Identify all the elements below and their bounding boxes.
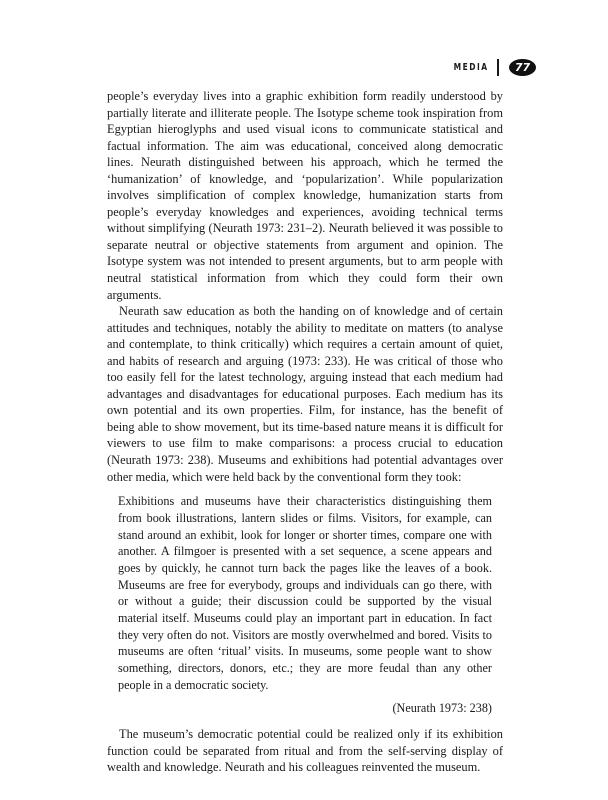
page-header bbox=[442, 57, 536, 77]
block-quote bbox=[118, 493, 492, 693]
paragraph-continued: people’s everyday lives into a graphic exhibition form readily understood by partially literate and illiterate people. The Isotype scheme took inspiration from Egyptian hieroglyphs and used visual icons to communicate statistical and factual information. The aim was educational, conceived along democratic lines. Neurath distinguished between his approach, which he termed the ‘humanization’ of knowledge, and ‘popularization’. While popularization involves simplification of complex knowledge, humanization starts from people’s everyday knowledges and experiences, avoiding technical terms without simplifying (Neurath 1973: 231–2). Neurath believed it was possible to separate neutral or objective statements from argument and opinion. The Isotype system was not intended to present arguments, but to arm people with neutral statistical information from which they could form their own arguments. bbox=[107, 89, 503, 302]
paragraph-museum: The museum’s democratic potential could be realized only if its exhibition function could be separated from ritual and from the self-serving display of wealth and knowledge. Neurath and his colleagues reinvented the museum. bbox=[107, 727, 503, 775]
header-divider bbox=[497, 59, 499, 76]
body-text bbox=[107, 88, 503, 776]
quote-citation: (Neurath 1973: 238) bbox=[392, 700, 492, 715]
quote-text: Exhibitions and museums have their characteristics distinguishing them from book illustrations, lantern slides or films. Visitors, for example, can stand around an exhibit, look for longer or shorter times, compare one with another. A filmgoer is presented with a set sequence, a scene appears and goes by quickly, he cannot turn back the pages like the leaves of a book. Museums are free for everybody, groups and individuals can go there, with or without a guide; their discussion could be supported by the visual material itself. Museums could play an important part in education. In fact they very often do not. Visitors are mostly overwhelmed and bored. Visits to museums are often ‘ritual’ visits. In museums, some people want to show something, directors, donors, etc.; they are more feudal than any other people in a democratic society. bbox=[118, 494, 492, 692]
page-number-badge: 77 bbox=[509, 59, 536, 76]
running-title: MEDIA bbox=[454, 61, 489, 73]
paragraph-education: Neurath saw education as both the handing on of knowledge and of certain attitudes and techniques, notably the ability to meditate on matters (to analyse and contemplate, to think critically) which requires a certain amount of quiet, and habits of research and arguing (1973: 233). He was critical of those who too easily fell for the latest technology, arguing instead that each medium had advantages and disadvantages for educational purposes. Each medium has its own potential and its own properties. Film, for instance, has the benefit of being able to show movement, but its time-based nature means it is difficult for viewers to use film to make comparisons: a process crucial to education (Neurath 1973: 238). Museums and exhibitions had potential advantages over other media, which were held back by the conventional form they took: bbox=[107, 304, 503, 484]
